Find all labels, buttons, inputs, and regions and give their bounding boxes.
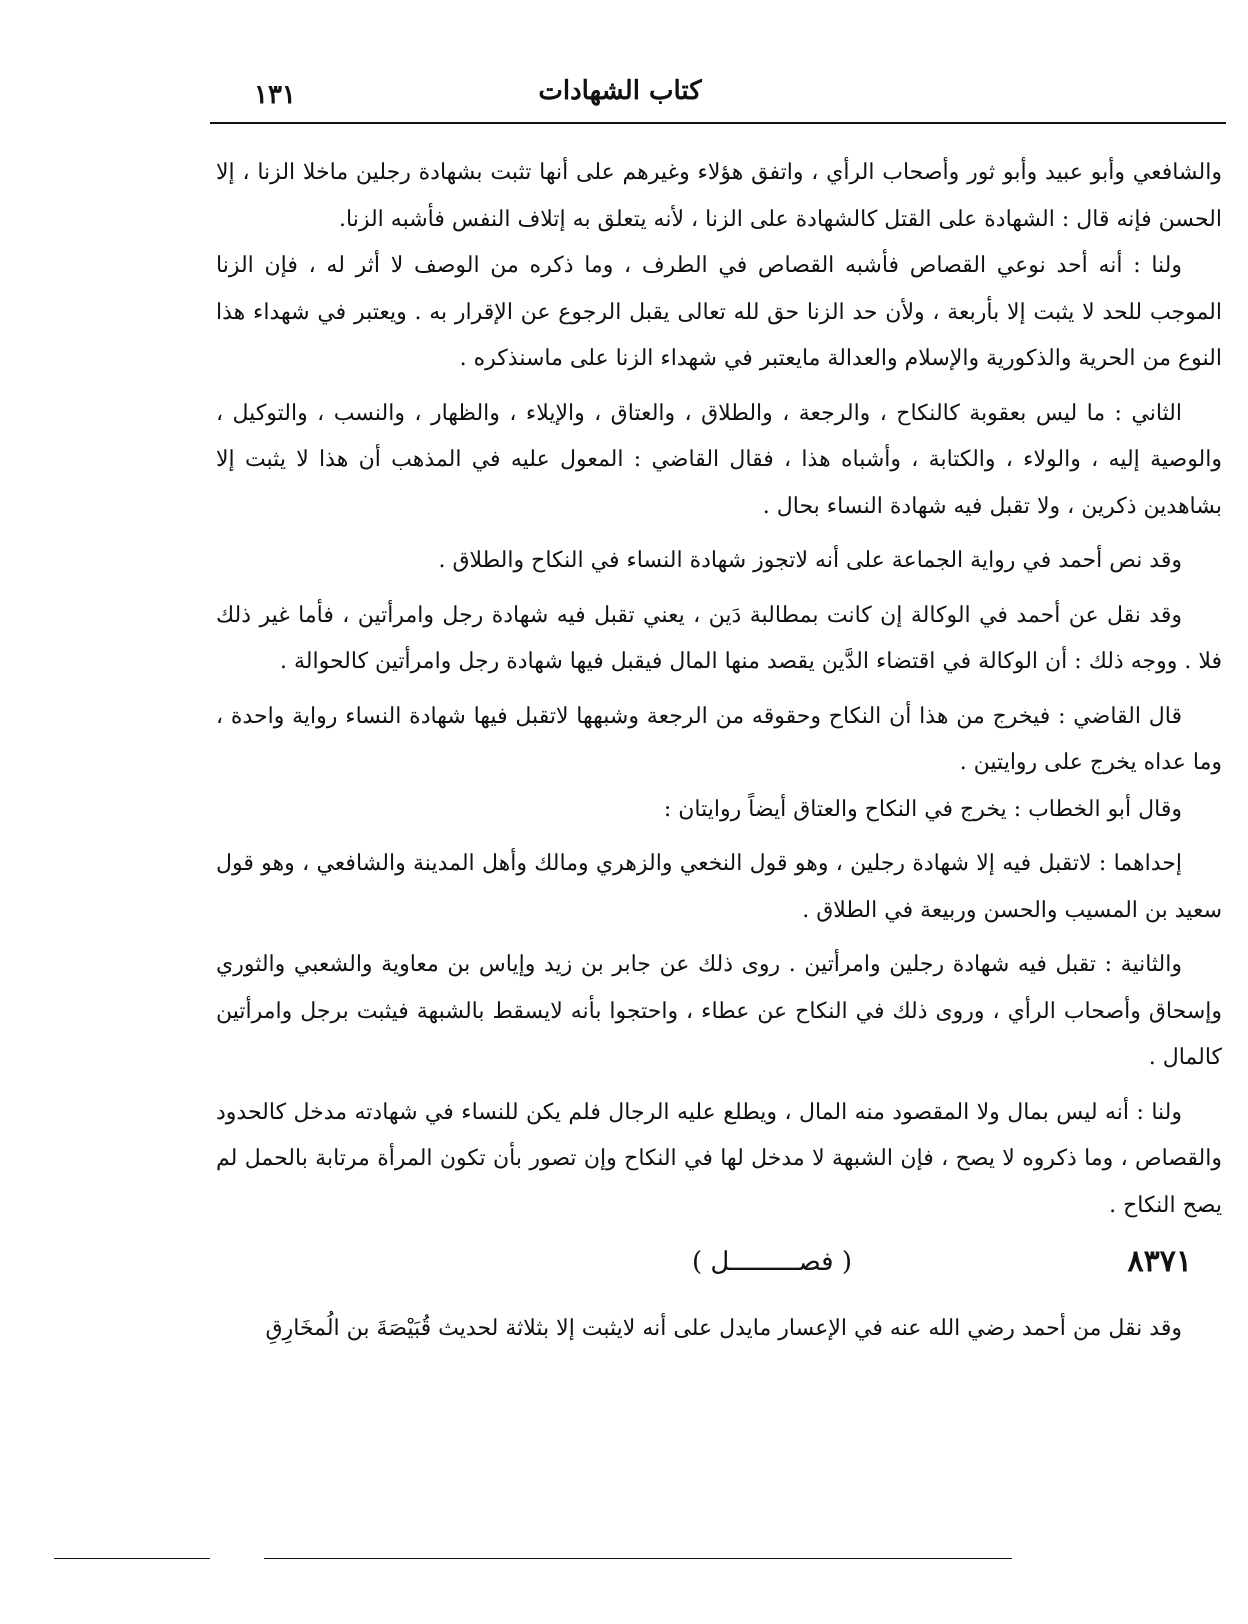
paragraph: والشافعي وأبو عبيد وأبو ثور وأصحاب الرأي ، واتفق هؤلاء وغيرهم على أنها تثبت بشهادة رجلين ماخلا الزنا ، إلا الحسن فإنه قال : الشهادة على القتل كالشهادة على الزنا ، لأنه يتعلق به إتلاف النفس فأشبه الزنا.	[216, 160, 1222, 232]
section-title: ( فصـــــــــل )	[691, 1247, 852, 1277]
footnote-rule	[54, 1558, 210, 1559]
paragraph: إحداهما : لاتقبل فيه إلا شهادة رجلين ، وهو قول النخعي والزهري ومالك وأهل المدينة والشافعي ، وهو قول سعيد بن المسيب والحسن وربيعة في الطلاق .	[216, 851, 1222, 923]
paragraph: وقد نقل من أحمد رضي الله عنه في الإعسار مايدل على أنه لايثبت إلا بثلاثة لحديث قُبَيْصَةَ بن الُمخَارِقِ	[265, 1315, 1182, 1341]
running-title: كتاب الشهادات	[538, 76, 702, 106]
paragraph: ولنا : أنه ليس بمال ولا المقصود منه المال ، ويطلع عليه الرجال فلم يكن للنساء في شهادته مدخل كالحدود والقصاص ، وما ذكروه لا يصح ، فإن الشبهة لا مدخل لها في النكاح وإن تصور بأن تكون المرأة مرتابة بالحمل لم يصح النكاح .	[216, 1099, 1222, 1218]
paragraph: وقال أبو الخطاب : يخرج في النكاح والعتاق أيضاً روايتان :	[663, 796, 1182, 822]
paragraph: وقد نقل عن أحمد في الوكالة إن كانت بمطالبة دَين ، يعني تقبل فيه شهادة رجل وامرأتين ، فأما غير ذلك فلا . ووجه ذلك : أن الوكالة في اقتضاء الدَّين يقصد منها المال فيقبل فيها شهادة رجل وامرأتين كالحوالة .	[216, 602, 1222, 674]
paragraph: الثاني : ما ليس بعقوبة كالنكاح ، والرجعة ، والطلاق ، والعتاق ، والإيلاء ، والظهار ، والنسب ، والتوكيل ، والوصية إليه ، والولاء ، والكتابة ، وأشباه هذا ، فقال القاضي : المعول عليه في المذهب أن هذا لا يثبت إلا بشاهدين ذكرين ، ولا تقبل فيه شهادة النساء بحال .	[216, 400, 1222, 519]
page-body	[216, 150, 1222, 1352]
paragraph: ولنا : أنه أحد نوعي القصاص فأشبه القصاص في الطرف ، وما ذكره من الوصف لا أثر له ، فإن الزنا الموجب للحد لا يثبت إلا بأربعة ، ولأن حد الزنا حق لله تعالى يقبل الرجوع عن الإقرار به . ويعتبر في شهداء هذا النوع من الحرية والذكورية والإسلام والعدالة مايعتبر في شهداء الزنا على ماسنذكره .	[216, 253, 1222, 371]
page-number: ١٣١	[254, 80, 296, 110]
section-heading	[216, 1239, 1222, 1286]
paragraph: قال القاضي : فيخرج من هذا أن النكاح وحقوقه من الرجعة وشبهها لاتقبل فيها شهادة النساء رواية واحدة ، وما عداه يخرج على روايتين .	[216, 703, 1222, 775]
paragraph: والثانية : تقبل فيه شهادة رجلين وامرأتين . روى ذلك عن جابر بن زيد وإياس بن معاوية والشعبي والثوري وإسحاق وأصحاب الرأي ، وروى ذلك في النكاح عن عطاء ، واحتجوا بأنه لايسقط بالشبهة فيثبت برجل وامرأتين كالمال .	[216, 952, 1222, 1070]
footnote-rule	[264, 1558, 1012, 1559]
section-number: ٨٣٧١	[1127, 1244, 1192, 1279]
paragraph: وقد نص أحمد في رواية الجماعة على أنه لاتجوز شهادة النساء في النكاح والطلاق .	[438, 548, 1182, 573]
header-rule	[210, 122, 1226, 124]
